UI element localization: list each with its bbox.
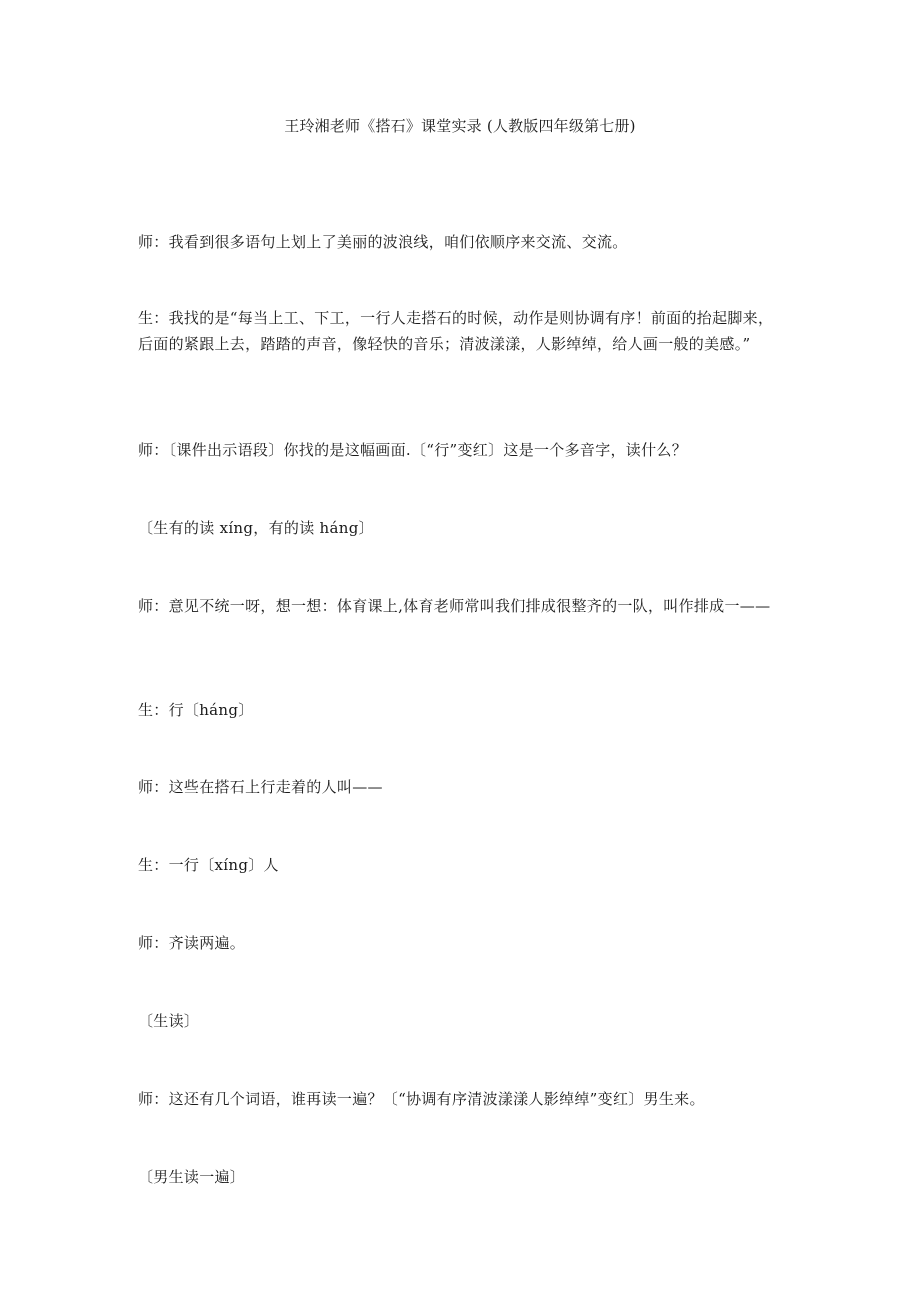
paragraph-student-2: 生：行〔háng〕: [138, 701, 254, 719]
paragraph-teacher-5: 师：齐读两遍。: [138, 934, 246, 952]
paragraph-note-2: 〔生读〕: [138, 1012, 200, 1030]
paragraph-teacher-2: 师：〔课件出示语段〕你找的是这幅画面.〔“行”变红〕这是一个多音字，读什么？: [138, 441, 688, 459]
paragraph-note-3: 〔男生读一遍〕: [138, 1168, 246, 1186]
paragraph-teacher-6: 师：这还有几个词语，谁再读一遍？〔“协调有序清波漾漾人影绰绰”变红〕男生来。: [138, 1090, 705, 1108]
paragraph-student-1: 生：我找的是“每当上工、下工，一行人走搭石的时候，动作是则协调有序！前面的抬起脚来，后面的紧跟上去，踏踏的声音，像轻快的音乐；清波漾漾，人影绰绰，给人画一般的美感。”: [138, 309, 774, 353]
paragraph-teacher-1: 师：我看到很多语句上划上了美丽的波浪线，咱们依顺序来交流、交流。: [138, 233, 628, 251]
paragraph-teacher-3: 师：意见不统一呀，想一想：体育课上,体育老师常叫我们排成很整齐的一队，叫作排成一——: [138, 597, 771, 615]
paragraph-note-1: 〔生有的读 xíng，有的读 háng〕: [138, 519, 374, 537]
paragraph-student-3: 生：一行〔xíng〕人: [138, 856, 279, 874]
paragraph-teacher-4: 师：这些在搭石上行走着的人叫——: [138, 778, 383, 796]
document-title: 王玲湘老师《搭石》课堂实录 (人教版四年级第七册): [284, 117, 636, 135]
